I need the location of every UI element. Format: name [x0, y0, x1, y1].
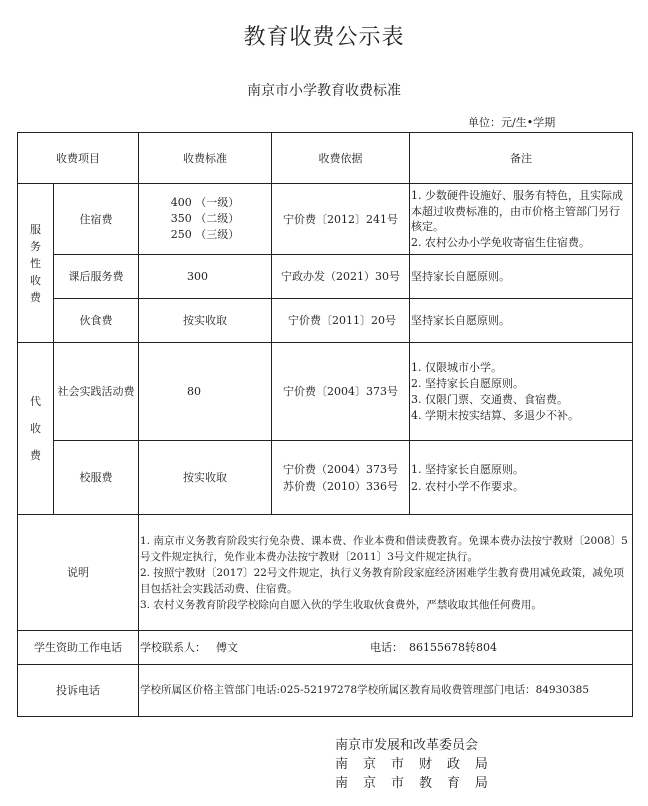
- remark-line: 2. 农村公办小学免收寄宿生住宿费。: [411, 235, 590, 249]
- after-school-standard: 300: [138, 254, 272, 299]
- sig-char: 教: [418, 776, 432, 791]
- group-char: 收: [30, 273, 41, 287]
- unit-label: 单位：元/生•学期: [468, 116, 556, 129]
- social-practice-standard: 80: [138, 342, 272, 441]
- phone-number: 86155678转804: [409, 641, 497, 654]
- meals-item: 伙食费: [53, 298, 139, 343]
- page-subtitle: 南京市小学教育收费标准: [247, 83, 401, 99]
- social-practice-remark: [409, 342, 633, 441]
- basis-line: 宁价费（2004）373号: [283, 462, 398, 476]
- group-char: 收: [30, 422, 41, 435]
- group-char: 服: [30, 222, 41, 236]
- lodging-basis: 宁价费〔2012〕241号: [271, 183, 410, 255]
- after-school-item: 课后服务费: [53, 254, 139, 299]
- standard-line: 400 （一级）: [170, 196, 240, 209]
- lodging-remark: [409, 183, 633, 255]
- signature-finance: [335, 755, 488, 774]
- sig-char: 市: [390, 757, 404, 772]
- page-title: 教育收费公示表: [243, 25, 405, 50]
- after-school-basis: 宁政办发（2021）30号: [271, 254, 410, 299]
- remark-line: 1. 少数硬件设施好、服务有特色，且实际成本超过收费标准的，由市价格主管部门另行核定。: [411, 189, 623, 233]
- complaint-phone-label: 投诉电话: [17, 664, 139, 717]
- explanation-label: 说明: [17, 514, 139, 631]
- standard-line: 350 （二级）: [170, 212, 240, 225]
- sig-char: 政: [446, 757, 460, 772]
- remark-line: 2. 坚持家长自愿原则。: [411, 376, 524, 390]
- group-char: 性: [30, 256, 41, 270]
- header-remark: 备注: [409, 132, 633, 184]
- header-basis: 收费依据: [271, 132, 410, 184]
- group-char: 费: [30, 449, 41, 462]
- signature-block: [335, 736, 488, 793]
- group-service-fees: [17, 183, 54, 343]
- sig-char: 京: [362, 776, 376, 791]
- sig-char: 局: [474, 776, 488, 791]
- complaint-phone-content: 学校所属区价格主管部门电话:025-52197278学校所属区教育局收费管理部门电话：84930385: [138, 664, 633, 717]
- explanation-line: 2. 按照宁教财〔2017〕22号文件规定，执行义务教育阶段家庭经济困难学生教育费用减免政策，减免项目包括社会实践活动费、住宿费。: [140, 566, 624, 595]
- meals-basis: 宁价费〔2011〕20号: [271, 298, 410, 343]
- sig-char: 京: [362, 757, 376, 772]
- remark-line: 1. 坚持家长自愿原则。: [411, 462, 524, 476]
- signature-ndrc: 南京市发展和改革委员会: [335, 738, 479, 753]
- lodging-item: 住宿费: [53, 183, 139, 255]
- sig-char: 育: [446, 776, 460, 791]
- group-char: 代: [30, 395, 41, 408]
- header-item: 收费项目: [17, 132, 139, 184]
- header-standard: 收费标准: [138, 132, 272, 184]
- basis-line: 苏价费（2010）336号: [283, 479, 398, 493]
- uniform-basis: [271, 440, 410, 515]
- social-practice-basis: 宁价费〔2004〕373号: [271, 342, 410, 441]
- social-practice-item: 社会实践活动费: [53, 342, 139, 441]
- uniform-remark: [409, 440, 633, 515]
- after-school-remark: 坚持家长自愿原则。: [409, 254, 633, 299]
- sig-char: 财: [418, 757, 432, 772]
- contact-label: 学校联系人：: [140, 641, 206, 654]
- group-char: 务: [30, 239, 41, 253]
- uniform-standard: 按实收取: [138, 440, 272, 515]
- remark-line: 1. 仅限城市小学。: [411, 360, 502, 374]
- sig-char: 市: [390, 776, 404, 791]
- remark-line: 2. 农村小学不作要求。: [411, 479, 524, 493]
- remark-line: 4. 学期末按实结算、多退少不补。: [411, 408, 579, 422]
- explanation-line: 1. 南京市义务教育阶段实行免杂费、课本费、作业本费和借读费教育。免课本费办法按宁教财〔2008〕5号文件规定执行，免作业本费办法按宁教财〔2011〕3号文件规定执行。: [140, 534, 628, 563]
- meals-remark: 坚持家长自愿原则。: [409, 298, 633, 343]
- remark-line: 3. 仅限门票、交通费、食宿费。: [411, 392, 568, 406]
- sig-char: 南: [335, 776, 349, 791]
- contact-name: 傅文: [216, 641, 238, 654]
- group-char: 费: [30, 290, 41, 304]
- uniform-item: 校服费: [53, 440, 139, 515]
- group-agency-fees: [17, 342, 54, 515]
- lodging-standard: [138, 183, 272, 255]
- sig-char: 南: [335, 757, 349, 772]
- sig-char: 局: [474, 757, 488, 772]
- aid-phone-label: 学生资助工作电话: [17, 630, 139, 665]
- signature-education: [335, 774, 488, 793]
- explanation-content: [138, 514, 633, 631]
- explanation-line: 3. 农村义务教育阶段学校除向自愿入伙的学生收取伙食费外，严禁收取其他任何费用。: [140, 598, 542, 611]
- standard-line: 250 （三级）: [170, 228, 240, 241]
- meals-standard: 按实收取: [138, 298, 272, 343]
- phone-label: 电话：: [370, 641, 403, 654]
- aid-phone-content: [138, 630, 633, 665]
